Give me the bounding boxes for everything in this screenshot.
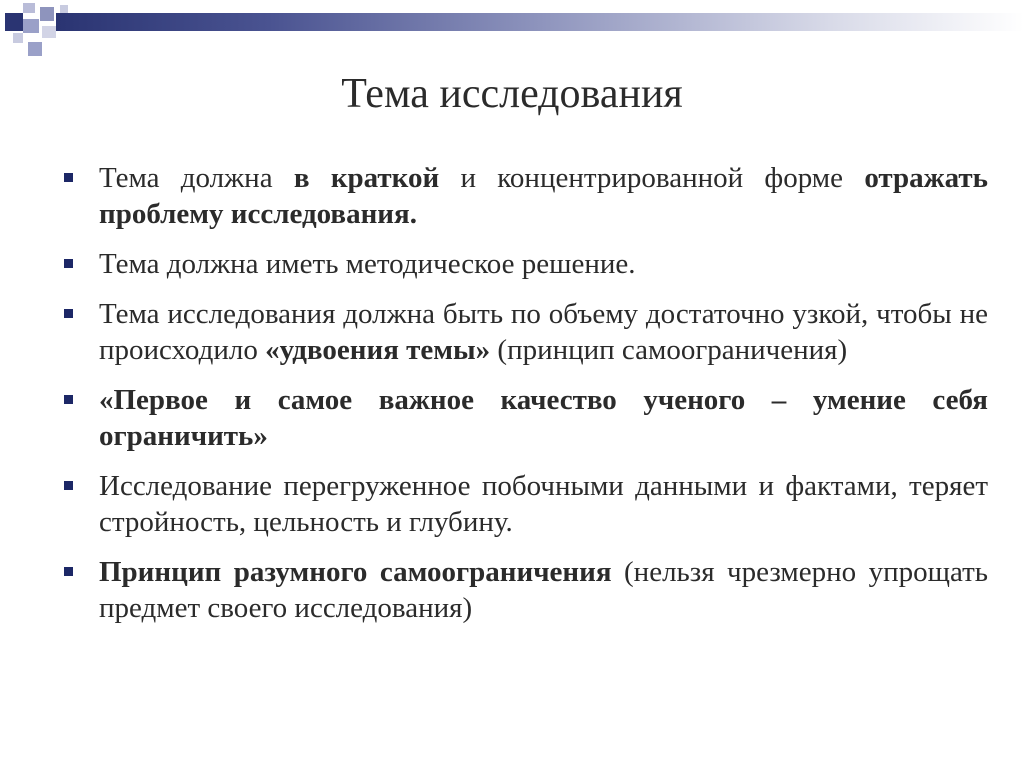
item-bold-text: в краткой xyxy=(293,162,440,194)
item-bold-text: «Первое и самое важное качество ученого – умение себя ограничить» xyxy=(99,384,988,452)
item-text: и концентрированной форме xyxy=(439,162,865,194)
list-item xyxy=(58,160,988,232)
item-bold-text: Принцип разумного самоограничения xyxy=(99,556,612,588)
deco-square xyxy=(5,13,23,31)
square-bullet-icon xyxy=(64,481,73,490)
square-bullet-icon xyxy=(64,173,73,182)
item-bold-text: отражать проблему исследования. xyxy=(99,162,989,230)
item-text: (принцип самоограничения) xyxy=(490,334,848,366)
square-bullet-icon xyxy=(64,395,73,404)
deco-square xyxy=(28,42,42,56)
deco-square xyxy=(60,5,68,13)
header-gradient-bar xyxy=(56,13,1024,31)
header-decoration xyxy=(0,0,1024,60)
deco-square xyxy=(13,33,23,43)
item-text: Тема исследования должна быть по объему достаточно узкой, чтобы не происходило xyxy=(99,298,988,366)
list-item xyxy=(58,382,988,454)
deco-square xyxy=(42,26,56,38)
deco-square xyxy=(23,3,35,13)
deco-square xyxy=(23,19,39,33)
square-bullet-icon xyxy=(64,567,73,576)
bullet-list xyxy=(58,160,988,640)
list-item xyxy=(58,296,988,368)
slide-title: Тема исследования xyxy=(341,71,683,117)
item-text: Тема должна xyxy=(99,162,294,194)
item-text: Тема должна иметь методическое решение. xyxy=(99,248,636,280)
list-item xyxy=(58,468,988,540)
deco-square xyxy=(40,7,54,21)
list-item xyxy=(58,554,988,626)
square-bullet-icon xyxy=(64,259,73,268)
item-bold-text: «удвоения темы» xyxy=(265,334,491,366)
square-bullet-icon xyxy=(64,309,73,318)
item-text: (нельзя чрезмерно упрощать предмет своего исследования) xyxy=(99,556,988,624)
list-item xyxy=(58,246,988,282)
item-text: Исследование перегруженное побочными данными и фактами, теряет стройность, цельность и глубину. xyxy=(99,470,988,538)
